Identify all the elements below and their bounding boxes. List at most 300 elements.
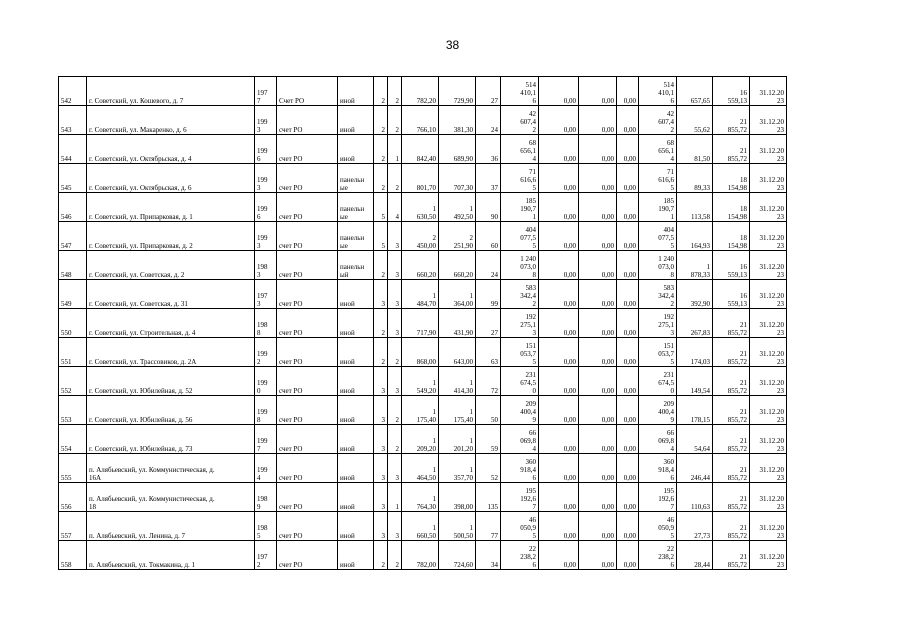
cell-cost-per-sqm: 81,50 xyxy=(677,135,713,164)
cell-cost-local: 0,00 xyxy=(617,193,639,222)
cell-cost-local: 0,00 xyxy=(617,512,639,541)
cell-entrances: 3 xyxy=(388,251,402,280)
cell-build-year: 199 3 xyxy=(255,164,277,193)
cell-cost-federal: 0,00 xyxy=(539,106,579,135)
cell-cost-owners: 231 674,5 0 xyxy=(639,367,677,396)
cell-entrances: 3 xyxy=(388,222,402,251)
table-row xyxy=(59,454,787,483)
cell-residents: 99 xyxy=(476,280,501,309)
cell-cost-owners: 42 607,4 2 xyxy=(639,106,677,135)
cell-row-number: 557 xyxy=(59,512,87,541)
cell-row-number: 553 xyxy=(59,396,87,425)
cell-residents: 37 xyxy=(476,164,501,193)
table-row xyxy=(59,338,787,367)
cell-living-area: 1 201,20 xyxy=(439,425,476,454)
cell-living-area: 1 357,70 xyxy=(439,454,476,483)
cell-total-area: 782,00 xyxy=(402,541,439,570)
table-row xyxy=(59,309,787,338)
cell-completion-date: 31.12.20 23 xyxy=(750,309,787,338)
cell-cost-per-sqm: 246,44 xyxy=(677,454,713,483)
cell-total-area: 766,10 xyxy=(402,106,439,135)
cell-total-area: 842,40 xyxy=(402,135,439,164)
cell-cost-local: 0,00 xyxy=(617,135,639,164)
cell-floors: 5 xyxy=(374,193,388,222)
cell-living-area: 381,30 xyxy=(439,106,476,135)
cell-wall-material: иной xyxy=(338,454,374,483)
cell-cost-regional: 0,00 xyxy=(579,396,617,425)
table-row xyxy=(59,164,787,193)
cell-cost-local: 0,00 xyxy=(617,483,639,512)
cell-cost-regional: 0,00 xyxy=(579,222,617,251)
cell-entrances: 3 xyxy=(388,454,402,483)
cell-total-area: 1 630,50 xyxy=(402,193,439,222)
cell-address: п. Алябьевский, ул. Ленина, д. 7 xyxy=(87,512,255,541)
cell-floors: 3 xyxy=(374,425,388,454)
cell-cost-owners: 66 069,8 4 xyxy=(639,425,677,454)
cell-floors: 2 xyxy=(374,338,388,367)
cell-cost-federal: 0,00 xyxy=(539,541,579,570)
cell-floors: 5 xyxy=(374,222,388,251)
cell-wall-material: иной xyxy=(338,106,374,135)
cell-entrances: 2 xyxy=(388,164,402,193)
cell-account-type: счет РО xyxy=(277,135,338,164)
cell-entrances: 2 xyxy=(388,541,402,570)
table-row xyxy=(59,396,787,425)
cell-cost-federal: 0,00 xyxy=(539,280,579,309)
cell-cost-owners: 195 192,6 7 xyxy=(639,483,677,512)
cell-cost-regional: 0,00 xyxy=(579,135,617,164)
cell-completion-date: 31.12.20 23 xyxy=(750,454,787,483)
cell-completion-date: 31.12.20 23 xyxy=(750,541,787,570)
cell-total-cost: 1 240 073,0 8 xyxy=(501,251,539,280)
cell-cost-per-sqm: 27,73 xyxy=(677,512,713,541)
cell-cost-federal: 0,00 xyxy=(539,454,579,483)
cell-cost-regional: 0,00 xyxy=(579,77,617,106)
cell-living-area: 660,20 xyxy=(439,251,476,280)
cell-build-year: 197 7 xyxy=(255,77,277,106)
cell-total-cost: 231 674,5 0 xyxy=(501,367,539,396)
cell-cost-local: 0,00 xyxy=(617,164,639,193)
cell-build-year: 198 8 xyxy=(255,309,277,338)
cell-wall-material: иной xyxy=(338,280,374,309)
cell-wall-material: панельн ые xyxy=(338,193,374,222)
cell-cost-per-sqm: 113,58 xyxy=(677,193,713,222)
cell-total-cost: 22 238,2 6 xyxy=(501,541,539,570)
cell-cost-per-sqm: 392,90 xyxy=(677,280,713,309)
cell-cost-federal: 0,00 xyxy=(539,396,579,425)
cell-row-number: 551 xyxy=(59,338,87,367)
cell-cost-local: 0,00 xyxy=(617,425,639,454)
cell-cost-federal: 0,00 xyxy=(539,135,579,164)
cell-account-type: счет РО xyxy=(277,483,338,512)
cell-cost-owners: 360 918,4 6 xyxy=(639,454,677,483)
cell-cost-regional: 0,00 xyxy=(579,309,617,338)
cell-cost-federal: 0,00 xyxy=(539,425,579,454)
table-row xyxy=(59,425,787,454)
cell-cost-local: 0,00 xyxy=(617,541,639,570)
cell-max-cost-per-sqm: 21 855,72 xyxy=(713,135,750,164)
cell-wall-material: иной xyxy=(338,367,374,396)
cell-max-cost-per-sqm: 21 855,72 xyxy=(713,483,750,512)
cell-residents: 90 xyxy=(476,193,501,222)
cell-wall-material: иной xyxy=(338,396,374,425)
cell-wall-material: иной xyxy=(338,483,374,512)
cell-residents: 135 xyxy=(476,483,501,512)
cell-cost-owners: 185 190,7 1 xyxy=(639,193,677,222)
cell-total-area: 782,20 xyxy=(402,77,439,106)
cell-address: п. Алябьевский, ул. Коммунистическая, д. 18 xyxy=(87,483,255,512)
cell-completion-date: 31.12.20 23 xyxy=(750,135,787,164)
cell-cost-regional: 0,00 xyxy=(579,193,617,222)
cell-row-number: 545 xyxy=(59,164,87,193)
cell-row-number: 548 xyxy=(59,251,87,280)
cell-account-type: счет РО xyxy=(277,106,338,135)
cell-cost-federal: 0,00 xyxy=(539,309,579,338)
cell-residents: 59 xyxy=(476,425,501,454)
cell-account-type: счет РО xyxy=(277,222,338,251)
cell-cost-owners: 151 053,7 5 xyxy=(639,338,677,367)
cell-cost-per-sqm: 28,44 xyxy=(677,541,713,570)
table-row xyxy=(59,541,787,570)
cell-residents: 72 xyxy=(476,367,501,396)
cell-cost-per-sqm: 55,62 xyxy=(677,106,713,135)
cell-cost-federal: 0,00 xyxy=(539,222,579,251)
cell-cost-owners: 1 240 073,0 8 xyxy=(639,251,677,280)
cell-cost-federal: 0,00 xyxy=(539,512,579,541)
cell-floors: 3 xyxy=(374,454,388,483)
cell-completion-date: 31.12.20 23 xyxy=(750,222,787,251)
cell-cost-local: 0,00 xyxy=(617,367,639,396)
cell-build-year: 198 9 xyxy=(255,483,277,512)
cell-total-cost: 71 616,6 5 xyxy=(501,164,539,193)
cell-build-year: 199 0 xyxy=(255,367,277,396)
cell-address: г. Советский, ул. Советская, д. 2 xyxy=(87,251,255,280)
cell-living-area: 1 175,40 xyxy=(439,396,476,425)
cell-total-cost: 209 400,4 9 xyxy=(501,396,539,425)
cell-total-cost: 42 607,4 2 xyxy=(501,106,539,135)
cell-account-type: счет РО xyxy=(277,425,338,454)
cell-cost-per-sqm: 89,33 xyxy=(677,164,713,193)
cell-account-type: счет РО xyxy=(277,280,338,309)
cell-account-type: счет РО xyxy=(277,309,338,338)
cell-build-year: 199 2 xyxy=(255,338,277,367)
table-body xyxy=(59,77,787,570)
cell-total-area: 1 484,70 xyxy=(402,280,439,309)
cell-build-year: 199 8 xyxy=(255,396,277,425)
cell-total-cost: 192 275,1 3 xyxy=(501,309,539,338)
cell-row-number: 554 xyxy=(59,425,87,454)
cell-cost-local: 0,00 xyxy=(617,396,639,425)
cell-completion-date: 31.12.20 23 xyxy=(750,77,787,106)
cell-address: г. Советский, ул. Октябрьская, д. 4 xyxy=(87,135,255,164)
cell-completion-date: 31.12.20 23 xyxy=(750,338,787,367)
cell-completion-date: 31.12.20 23 xyxy=(750,367,787,396)
cell-floors: 3 xyxy=(374,483,388,512)
cell-completion-date: 31.12.20 23 xyxy=(750,193,787,222)
cell-total-cost: 514 410,1 6 xyxy=(501,77,539,106)
cell-living-area: 707,30 xyxy=(439,164,476,193)
table-row xyxy=(59,280,787,309)
cell-build-year: 199 4 xyxy=(255,454,277,483)
cell-floors: 2 xyxy=(374,106,388,135)
cell-residents: 77 xyxy=(476,512,501,541)
table-row xyxy=(59,251,787,280)
cell-cost-per-sqm: 164,93 xyxy=(677,222,713,251)
cell-cost-owners: 22 238,2 6 xyxy=(639,541,677,570)
cell-cost-federal: 0,00 xyxy=(539,193,579,222)
cell-cost-federal: 0,00 xyxy=(539,77,579,106)
cell-cost-regional: 0,00 xyxy=(579,251,617,280)
page-number: 38 xyxy=(445,38,460,52)
cell-total-area: 1 464,50 xyxy=(402,454,439,483)
cell-build-year: 197 2 xyxy=(255,541,277,570)
cell-cost-local: 0,00 xyxy=(617,77,639,106)
cell-wall-material: иной xyxy=(338,541,374,570)
cell-cost-owners: 71 616,6 5 xyxy=(639,164,677,193)
cell-living-area: 643,00 xyxy=(439,338,476,367)
cell-row-number: 556 xyxy=(59,483,87,512)
cell-completion-date: 31.12.20 23 xyxy=(750,483,787,512)
cell-entrances: 3 xyxy=(388,309,402,338)
cell-total-area: 801,70 xyxy=(402,164,439,193)
cell-total-cost: 404 077,5 5 xyxy=(501,222,539,251)
cell-address: г. Советский, ул. Юбилейная, д. 56 xyxy=(87,396,255,425)
table-row xyxy=(59,106,787,135)
cell-max-cost-per-sqm: 16 559,13 xyxy=(713,77,750,106)
cell-max-cost-per-sqm: 18 154,98 xyxy=(713,222,750,251)
table-row xyxy=(59,367,787,396)
cell-total-area: 868,00 xyxy=(402,338,439,367)
cell-cost-owners: 404 077,5 5 xyxy=(639,222,677,251)
cell-total-cost: 68 656,1 4 xyxy=(501,135,539,164)
cell-completion-date: 31.12.20 23 xyxy=(750,106,787,135)
cell-residents: 60 xyxy=(476,222,501,251)
cell-living-area: 689,90 xyxy=(439,135,476,164)
cell-residents: 24 xyxy=(476,106,501,135)
cell-completion-date: 31.12.20 23 xyxy=(750,251,787,280)
cell-cost-per-sqm: 174,03 xyxy=(677,338,713,367)
table-row xyxy=(59,193,787,222)
cell-cost-per-sqm: 149,54 xyxy=(677,367,713,396)
cell-address: г. Советский, ул. Припарковая, д. 1 xyxy=(87,193,255,222)
cell-max-cost-per-sqm: 21 855,72 xyxy=(713,338,750,367)
cell-row-number: 550 xyxy=(59,309,87,338)
cell-cost-regional: 0,00 xyxy=(579,512,617,541)
cell-cost-federal: 0,00 xyxy=(539,483,579,512)
cell-account-type: Счет РО xyxy=(277,77,338,106)
cell-cost-regional: 0,00 xyxy=(579,483,617,512)
cell-floors: 2 xyxy=(374,77,388,106)
cell-total-area: 1 209,20 xyxy=(402,425,439,454)
cell-cost-local: 0,00 xyxy=(617,251,639,280)
cell-total-cost: 151 053,7 5 xyxy=(501,338,539,367)
cell-max-cost-per-sqm: 21 855,72 xyxy=(713,396,750,425)
cell-living-area: 1 492,50 xyxy=(439,193,476,222)
cell-address: п. Алябьевский, ул. Коммунистическая, д. 16А xyxy=(87,454,255,483)
cell-max-cost-per-sqm: 21 855,72 xyxy=(713,454,750,483)
cell-cost-regional: 0,00 xyxy=(579,454,617,483)
cell-max-cost-per-sqm: 18 154,98 xyxy=(713,164,750,193)
cell-account-type: счет РО xyxy=(277,367,338,396)
cell-build-year: 199 3 xyxy=(255,222,277,251)
cell-cost-federal: 0,00 xyxy=(539,367,579,396)
cell-wall-material: иной xyxy=(338,77,374,106)
cell-address: г. Советский, ул. Советская, д. 31 xyxy=(87,280,255,309)
cell-wall-material: иной xyxy=(338,309,374,338)
cell-row-number: 544 xyxy=(59,135,87,164)
cell-total-cost: 185 190,7 1 xyxy=(501,193,539,222)
cell-total-area: 717,90 xyxy=(402,309,439,338)
cell-cost-local: 0,00 xyxy=(617,106,639,135)
cell-entrances: 2 xyxy=(388,77,402,106)
cell-total-area: 1 549,20 xyxy=(402,367,439,396)
cell-build-year: 199 7 xyxy=(255,425,277,454)
cell-row-number: 543 xyxy=(59,106,87,135)
cell-floors: 2 xyxy=(374,164,388,193)
cell-entrances: 1 xyxy=(388,135,402,164)
cell-cost-regional: 0,00 xyxy=(579,280,617,309)
cell-cost-regional: 0,00 xyxy=(579,338,617,367)
cell-total-cost: 583 342,4 2 xyxy=(501,280,539,309)
table-row xyxy=(59,222,787,251)
cell-entrances: 3 xyxy=(388,367,402,396)
cell-cost-local: 0,00 xyxy=(617,222,639,251)
cell-floors: 3 xyxy=(374,396,388,425)
table-row xyxy=(59,512,787,541)
cell-cost-owners: 514 410,1 6 xyxy=(639,77,677,106)
cell-cost-owners: 68 656,1 4 xyxy=(639,135,677,164)
cell-entrances: 3 xyxy=(388,280,402,309)
cell-cost-local: 0,00 xyxy=(617,309,639,338)
cell-row-number: 546 xyxy=(59,193,87,222)
cell-cost-regional: 0,00 xyxy=(579,164,617,193)
table-row xyxy=(59,483,787,512)
cell-floors: 3 xyxy=(374,280,388,309)
cell-max-cost-per-sqm: 21 855,72 xyxy=(713,309,750,338)
cell-address: г. Советский, ул. Трассовиков, д. 2А xyxy=(87,338,255,367)
cell-entrances: 4 xyxy=(388,193,402,222)
cell-residents: 50 xyxy=(476,396,501,425)
cell-account-type: счет РО xyxy=(277,512,338,541)
cell-floors: 2 xyxy=(374,309,388,338)
cell-row-number: 555 xyxy=(59,454,87,483)
cell-total-area: 2 450,00 xyxy=(402,222,439,251)
cell-entrances: 2 xyxy=(388,425,402,454)
cell-address: г. Советский, ул. Октябрьская, д. 6 xyxy=(87,164,255,193)
cell-completion-date: 31.12.20 23 xyxy=(750,396,787,425)
cell-max-cost-per-sqm: 21 855,72 xyxy=(713,541,750,570)
cell-residents: 36 xyxy=(476,135,501,164)
cell-row-number: 542 xyxy=(59,77,87,106)
cell-cost-owners: 192 275,1 3 xyxy=(639,309,677,338)
cell-max-cost-per-sqm: 21 855,72 xyxy=(713,367,750,396)
cell-cost-local: 0,00 xyxy=(617,280,639,309)
cell-cost-local: 0,00 xyxy=(617,454,639,483)
cell-cost-per-sqm: 54,64 xyxy=(677,425,713,454)
cell-total-cost: 46 050,9 5 xyxy=(501,512,539,541)
cell-total-cost: 360 918,4 6 xyxy=(501,454,539,483)
cell-row-number: 552 xyxy=(59,367,87,396)
cell-build-year: 198 3 xyxy=(255,251,277,280)
cell-cost-per-sqm: 657,65 xyxy=(677,77,713,106)
cell-cost-per-sqm: 1 878,33 xyxy=(677,251,713,280)
table-row xyxy=(59,135,787,164)
cell-floors: 2 xyxy=(374,251,388,280)
cell-address: г. Советский, ул. Строительная, д. 4 xyxy=(87,309,255,338)
cell-cost-regional: 0,00 xyxy=(579,106,617,135)
cell-account-type: счет РО xyxy=(277,193,338,222)
cell-entrances: 2 xyxy=(388,396,402,425)
cell-living-area: 729,90 xyxy=(439,77,476,106)
cell-cost-per-sqm: 110,63 xyxy=(677,483,713,512)
cell-row-number: 547 xyxy=(59,222,87,251)
cell-account-type: счет РО xyxy=(277,251,338,280)
cell-cost-federal: 0,00 xyxy=(539,164,579,193)
cell-max-cost-per-sqm: 21 855,72 xyxy=(713,425,750,454)
cell-wall-material: иной xyxy=(338,338,374,367)
cell-cost-owners: 209 400,4 9 xyxy=(639,396,677,425)
cell-address: г. Советский, ул. Юбилейная, д. 52 xyxy=(87,367,255,396)
cell-completion-date: 31.12.20 23 xyxy=(750,164,787,193)
cell-entrances: 2 xyxy=(388,338,402,367)
cell-cost-regional: 0,00 xyxy=(579,367,617,396)
cell-build-year: 197 3 xyxy=(255,280,277,309)
cell-cost-federal: 0,00 xyxy=(539,251,579,280)
cell-wall-material: панельн ый xyxy=(338,251,374,280)
cell-floors: 3 xyxy=(374,512,388,541)
cell-max-cost-per-sqm: 16 559,13 xyxy=(713,251,750,280)
cell-floors: 2 xyxy=(374,541,388,570)
cell-build-year: 198 5 xyxy=(255,512,277,541)
cell-max-cost-per-sqm: 18 154,98 xyxy=(713,193,750,222)
cell-build-year: 199 6 xyxy=(255,135,277,164)
cell-residents: 27 xyxy=(476,77,501,106)
cell-row-number: 549 xyxy=(59,280,87,309)
cell-living-area: 1 364,00 xyxy=(439,280,476,309)
cell-address: г. Советский, ул. Макаренко, д. 6 xyxy=(87,106,255,135)
cell-address: г. Советский, ул. Припарковая, д. 2 xyxy=(87,222,255,251)
housing-registry-table xyxy=(58,76,787,570)
cell-residents: 27 xyxy=(476,309,501,338)
cell-build-year: 199 3 xyxy=(255,106,277,135)
cell-max-cost-per-sqm: 21 855,72 xyxy=(713,106,750,135)
cell-max-cost-per-sqm: 21 855,72 xyxy=(713,512,750,541)
cell-cost-regional: 0,00 xyxy=(579,541,617,570)
cell-total-area: 1 764,30 xyxy=(402,483,439,512)
cell-row-number: 558 xyxy=(59,541,87,570)
cell-completion-date: 31.12.20 23 xyxy=(750,280,787,309)
cell-completion-date: 31.12.20 23 xyxy=(750,512,787,541)
cell-residents: 34 xyxy=(476,541,501,570)
cell-wall-material: иной xyxy=(338,135,374,164)
cell-account-type: счет РО xyxy=(277,396,338,425)
cell-account-type: счет РО xyxy=(277,338,338,367)
cell-cost-per-sqm: 267,83 xyxy=(677,309,713,338)
cell-account-type: счет РО xyxy=(277,164,338,193)
cell-completion-date: 31.12.20 23 xyxy=(750,425,787,454)
cell-floors: 2 xyxy=(374,135,388,164)
cell-account-type: счет РО xyxy=(277,454,338,483)
cell-living-area: 431,90 xyxy=(439,309,476,338)
cell-total-area: 1 175,40 xyxy=(402,396,439,425)
cell-residents: 63 xyxy=(476,338,501,367)
cell-residents: 24 xyxy=(476,251,501,280)
cell-total-area: 660,20 xyxy=(402,251,439,280)
cell-entrances: 1 xyxy=(388,483,402,512)
cell-wall-material: панельн ые xyxy=(338,164,374,193)
cell-living-area: 1 414,30 xyxy=(439,367,476,396)
table-row xyxy=(59,77,787,106)
